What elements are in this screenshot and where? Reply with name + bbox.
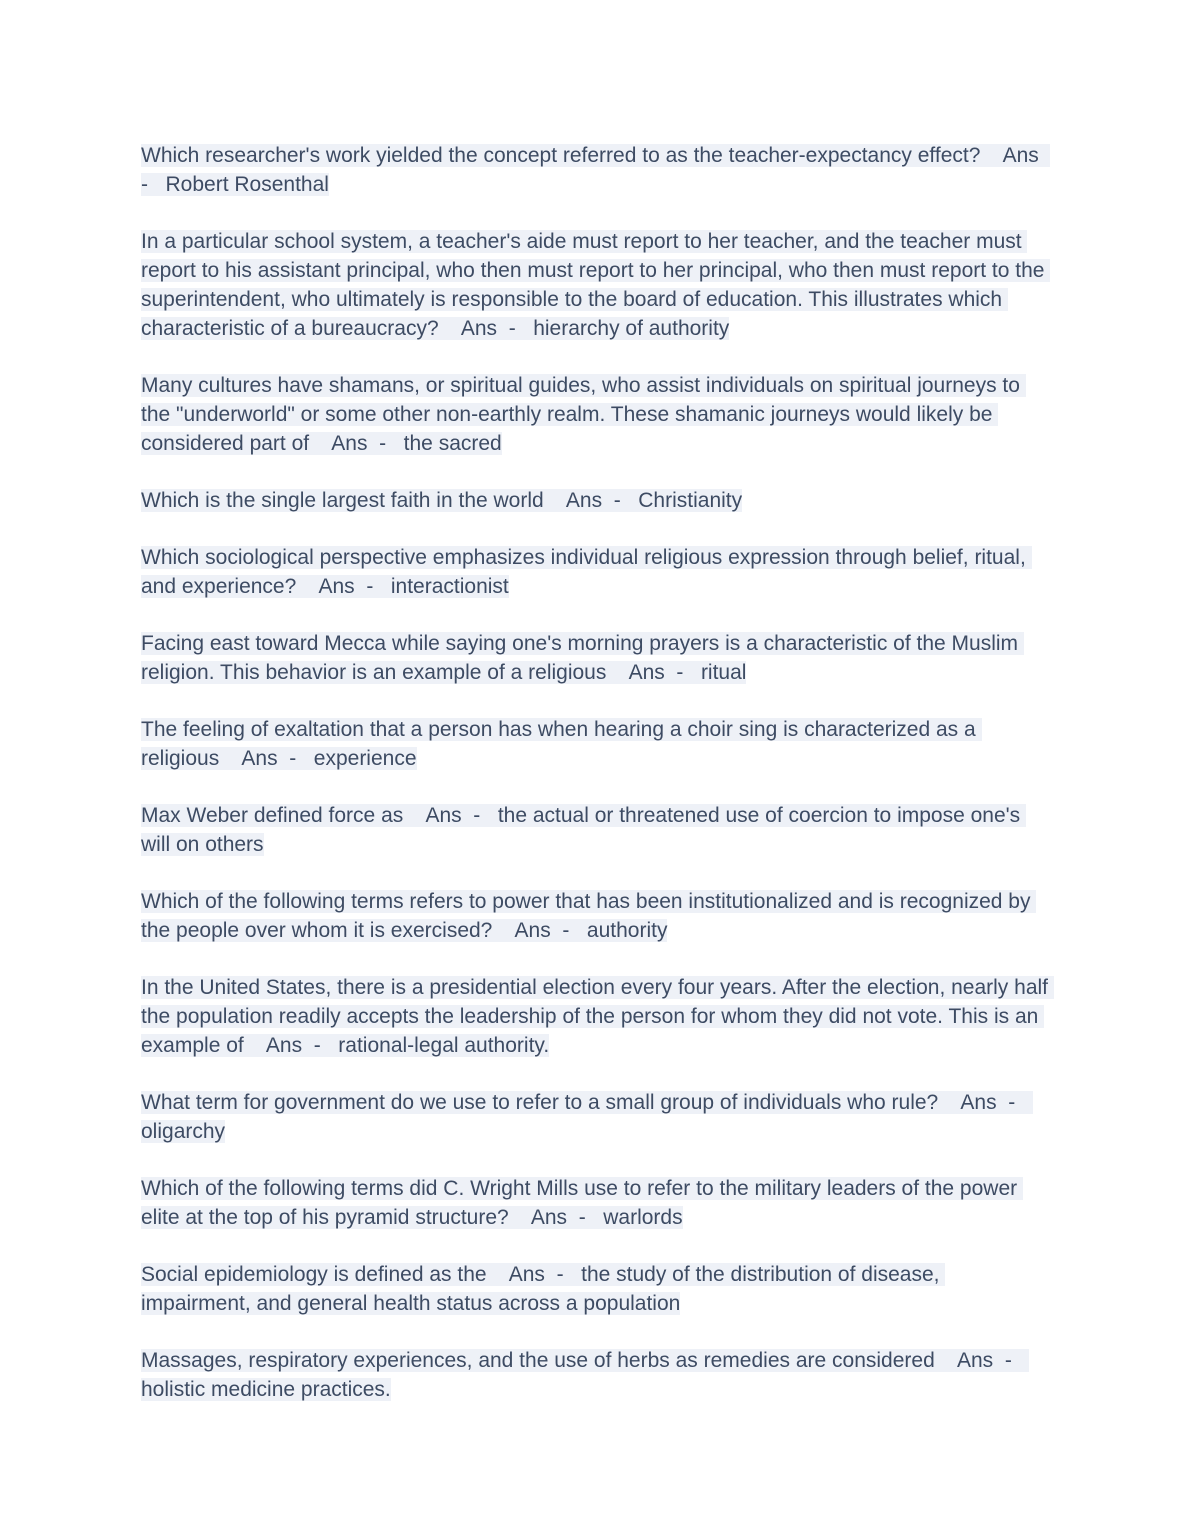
ans-label: Ans bbox=[1002, 144, 1039, 167]
answer-text: experience bbox=[313, 747, 417, 770]
answer-text: Robert Rosenthal bbox=[165, 173, 329, 196]
qa-paragraph bbox=[141, 1088, 1050, 1146]
ans-label: Ans bbox=[331, 432, 368, 455]
question-text: The feeling of exaltation that a person has when hearing a choir sing is characterized as a religious bbox=[141, 718, 982, 770]
qa-paragraph bbox=[141, 715, 1050, 773]
dash-separator: - bbox=[562, 919, 570, 942]
question-text: In a particular school system, a teacher's aide must report to her teacher, and the teacher must report to his assistant principal, who then must report to her principal, who then must report to the superintendent, who ultimately is responsible to the board of education. This illustrates which characteristic of a bureaucracy? bbox=[141, 230, 1051, 340]
ans-label: Ans bbox=[241, 747, 278, 770]
question-text: Max Weber defined force as bbox=[141, 804, 404, 827]
ans-label: Ans bbox=[530, 1206, 568, 1229]
question-text: In the United States, there is a presidential election every four years. After the election, nearly half the population readily accepts the leadership of the person for whom they did not vote. This is an example of bbox=[141, 976, 1054, 1057]
dash-separator: - bbox=[141, 173, 148, 196]
ans-label: Ans bbox=[628, 661, 665, 684]
qa-text bbox=[141, 632, 1024, 684]
answer-text: Christianity bbox=[638, 489, 743, 512]
qa-text bbox=[141, 1177, 1023, 1229]
qa-text bbox=[141, 718, 982, 770]
qa-paragraph bbox=[141, 543, 1050, 601]
question-text: Which of the following terms refers to power that has been institutionalized and is recognized by the people over whom it is exercised? bbox=[141, 890, 1037, 942]
answer-text: ritual bbox=[700, 661, 747, 684]
ans-label: Ans bbox=[425, 804, 462, 827]
qa-paragraph bbox=[141, 887, 1050, 945]
qa-paragraph bbox=[141, 801, 1050, 859]
dash-separator: - bbox=[289, 747, 297, 770]
qa-text bbox=[141, 489, 742, 512]
question-text: Which researcher's work yielded the concept referred to as the teacher-expectancy effect? bbox=[141, 144, 981, 167]
qa-paragraph bbox=[141, 371, 1050, 458]
dash-separator: - bbox=[508, 317, 516, 340]
qa-list bbox=[141, 141, 1054, 1404]
dash-separator: - bbox=[1004, 1349, 1012, 1372]
answer-text: oligarchy bbox=[141, 1120, 226, 1143]
question-text: Which sociological perspective emphasizes individual religious expression through belief, ritual, and experience? bbox=[141, 546, 1032, 598]
dash-separator: - bbox=[1008, 1091, 1016, 1114]
dash-separator: - bbox=[366, 575, 374, 598]
answer-text: hierarchy of authority bbox=[533, 317, 730, 340]
ans-label: Ans bbox=[508, 1263, 545, 1286]
dash-separator: - bbox=[313, 1034, 321, 1057]
dash-separator: - bbox=[613, 489, 621, 512]
answer-text: authority bbox=[586, 919, 668, 942]
qa-paragraph bbox=[141, 1260, 1050, 1318]
qa-text bbox=[141, 144, 1050, 196]
answer-text: interactionist bbox=[390, 575, 509, 598]
question-text: What term for government do we use to refer to a small group of individuals who rule? bbox=[141, 1091, 939, 1114]
question-text: Massages, respiratory experiences, and the use of herbs as remedies are considered bbox=[141, 1349, 935, 1372]
qa-text bbox=[141, 230, 1050, 340]
qa-text bbox=[141, 1091, 1033, 1143]
ans-label: Ans bbox=[318, 575, 355, 598]
dash-separator: - bbox=[676, 661, 684, 684]
qa-paragraph bbox=[141, 973, 1054, 1060]
ans-label: Ans bbox=[565, 489, 603, 512]
answer-text: rational-legal authority. bbox=[338, 1034, 550, 1057]
qa-text bbox=[141, 1349, 1029, 1401]
ans-label: Ans bbox=[514, 919, 551, 942]
ans-label: Ans bbox=[460, 317, 498, 340]
dash-separator: - bbox=[379, 432, 387, 455]
dash-separator: - bbox=[473, 804, 481, 827]
qa-text bbox=[141, 890, 1036, 942]
qa-paragraph bbox=[141, 629, 1050, 687]
qa-paragraph bbox=[141, 1174, 1050, 1232]
qa-text bbox=[141, 1263, 945, 1315]
question-text: Which of the following terms did C. Wright Mills use to refer to the military leaders of the power elite at the top of his pyramid structure? bbox=[141, 1177, 1023, 1229]
qa-text bbox=[141, 804, 1026, 856]
dash-separator: - bbox=[578, 1206, 586, 1229]
qa-paragraph bbox=[141, 227, 1050, 343]
question-text: Which is the single largest faith in the world bbox=[141, 489, 544, 512]
qa-text bbox=[141, 374, 1026, 455]
ans-label: Ans bbox=[956, 1349, 994, 1372]
dash-separator: - bbox=[556, 1263, 564, 1286]
qa-paragraph bbox=[141, 486, 1050, 515]
answer-text: holistic medicine practices. bbox=[141, 1378, 391, 1401]
answer-text: the study of the distribution of disease, impairment, and general health status across a population bbox=[141, 1263, 946, 1315]
question-text: Many cultures have shamans, or spiritual guides, who assist individuals on spiritual journeys to the "underworld" or some other non-earthly realm. These shamanic journeys would likely be considered part of bbox=[141, 374, 1026, 455]
qa-paragraph bbox=[141, 141, 1050, 199]
qa-paragraph bbox=[141, 1346, 1050, 1404]
answer-text: warlords bbox=[603, 1206, 683, 1229]
question-text: Facing east toward Mecca while saying one's morning prayers is a characteristic of the Muslim religion. This behavior is an example of a religious bbox=[141, 632, 1024, 684]
answer-text: the actual or threatened use of coercion to impose one's will on others bbox=[141, 804, 1026, 856]
ans-label: Ans bbox=[960, 1091, 997, 1114]
question-text: Social epidemiology is defined as the bbox=[141, 1263, 487, 1286]
answer-text: the sacred bbox=[403, 432, 502, 455]
qa-text bbox=[141, 976, 1054, 1057]
qa-text bbox=[141, 546, 1032, 598]
ans-label: Ans bbox=[265, 1034, 303, 1057]
